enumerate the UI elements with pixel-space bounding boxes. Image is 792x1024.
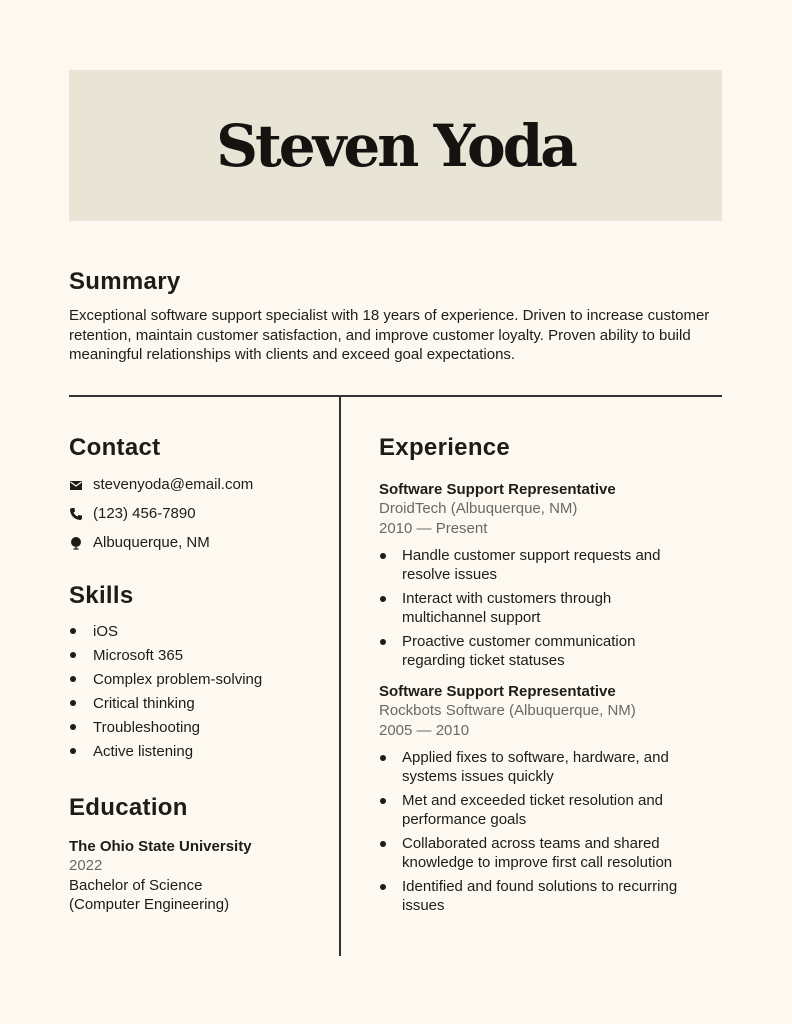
job-bullet: Collaborated across teams and shared knowledge to improve first call resolution	[379, 834, 714, 872]
degree: Bachelor of Science	[69, 876, 203, 894]
globe-icon	[69, 536, 83, 550]
graduation-year: 2022	[69, 857, 103, 874]
job-bullet: Applied fixes to software, hardware, and systems issues quickly	[379, 748, 714, 786]
job-entry	[379, 682, 719, 915]
school-name: The Ohio State University	[69, 838, 252, 855]
job-dates: 2010 — Present	[379, 519, 488, 537]
job-bullet: Identified and found solutions to recurring issues	[379, 877, 714, 915]
summary-text: Exceptional software support specialist with 18 years of experience. Driven to increase customer retention, maintain customer satisfaction, and improve customer loyalty. Proven ability to build meaningful relationships with clients and exceed goal expectations.	[69, 307, 710, 363]
skill-item: Critical thinking	[69, 691, 329, 715]
skills-section	[69, 582, 329, 763]
envelope-icon	[69, 478, 83, 492]
phone-text: (123) 456-7890	[93, 505, 196, 522]
email-link[interactable]: stevenyoda@email.com	[93, 476, 254, 493]
degree-field: (Computer Engineering)	[69, 896, 230, 913]
header-banner	[69, 70, 722, 221]
job-title: Software Support Representative	[379, 683, 616, 700]
skill-item: Active listening	[69, 739, 329, 763]
job-dates: 2005 — 2010	[379, 721, 470, 739]
skill-item: Microsoft 365	[69, 643, 329, 667]
skill-item: iOS	[69, 619, 329, 643]
contact-phone	[69, 499, 329, 528]
experience-section	[379, 434, 719, 920]
job-entry	[379, 480, 719, 670]
contact-email	[69, 470, 329, 499]
contact-heading: Contact	[69, 434, 161, 461]
phone-icon	[69, 507, 83, 521]
skills-heading: Skills	[69, 582, 134, 609]
job-bullet: Handle customer support requests and resolve issues	[379, 546, 679, 584]
contact-section	[69, 434, 329, 557]
vertical-divider	[339, 396, 341, 956]
horizontal-divider	[69, 395, 722, 397]
location-text: Albuquerque, NM	[93, 534, 210, 551]
job-bullet: Proactive customer communication regarding ticket statuses	[379, 632, 679, 670]
summary-heading: Summary	[69, 268, 181, 295]
skill-item: Complex problem-solving	[69, 667, 329, 691]
summary-section	[69, 268, 729, 365]
job-bullet: Interact with customers through multichannel support	[379, 589, 679, 627]
education-section	[69, 794, 329, 915]
education-heading: Education	[69, 794, 188, 821]
job-company: Rockbots Software (Albuquerque, NM)	[379, 702, 636, 719]
job-bullet: Met and exceeded ticket resolution and performance goals	[379, 791, 714, 829]
candidate-name: Steven Yoda	[216, 111, 575, 180]
skill-item: Troubleshooting	[69, 715, 329, 739]
contact-location	[69, 528, 329, 557]
job-company: DroidTech (Albuquerque, NM)	[379, 500, 578, 517]
job-title: Software Support Representative	[379, 481, 616, 498]
experience-heading: Experience	[379, 434, 511, 461]
